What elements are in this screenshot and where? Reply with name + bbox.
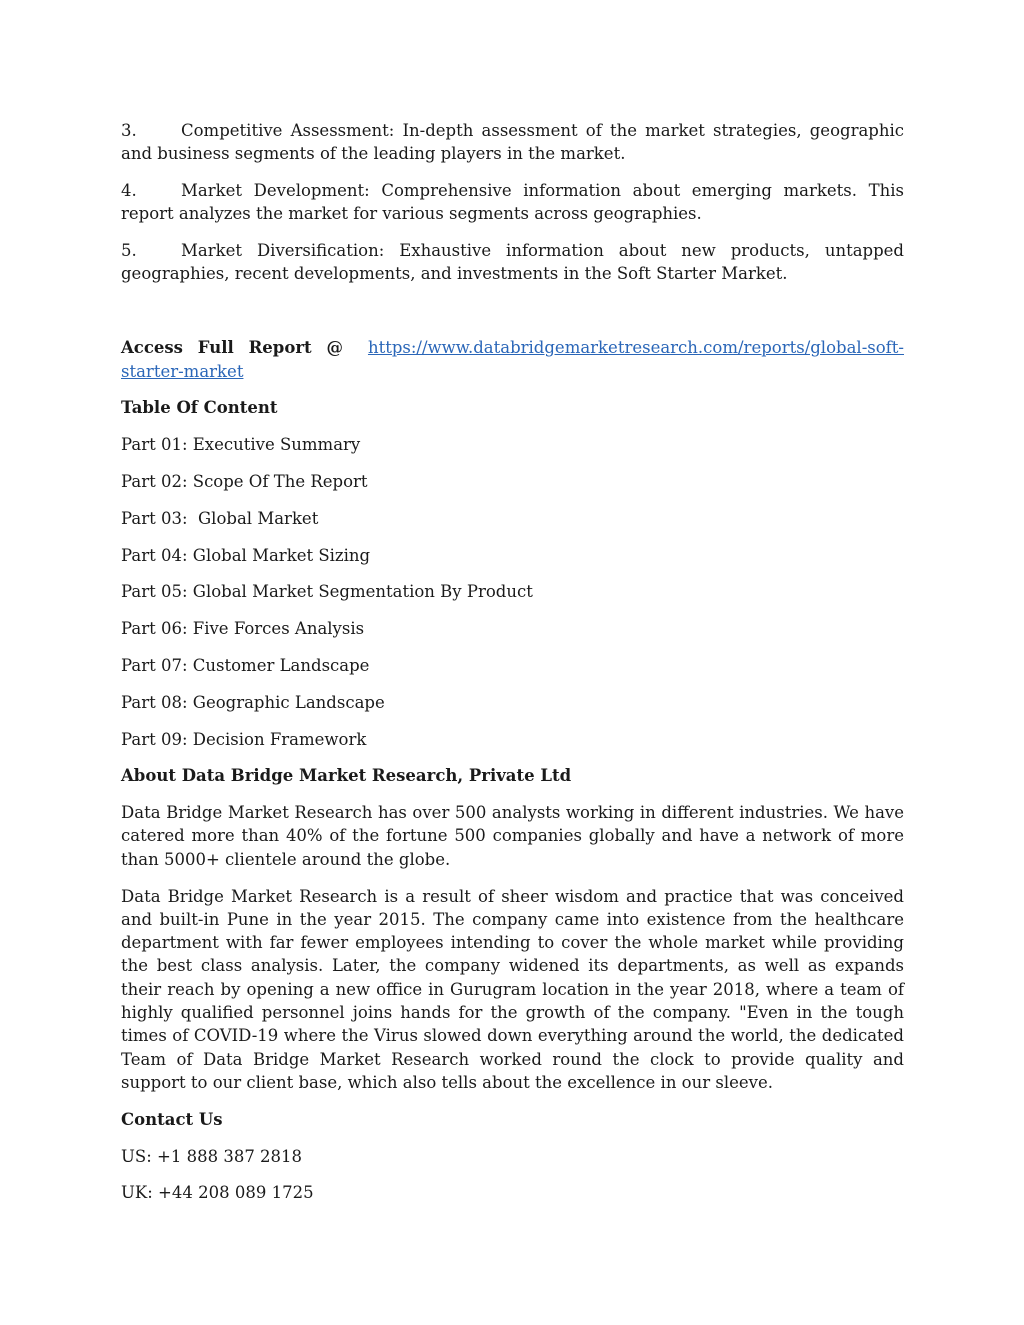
report-link[interactable]: https://www.databridgemarketresearch.com/reports/global-soft-starter-market [121, 338, 904, 381]
about-heading: About Data Bridge Market Research, Private Ltd [121, 766, 572, 786]
list-item-number: 4. [121, 181, 137, 201]
list-item-market-diversification [121, 239, 904, 286]
list-item-competitive-assessment [121, 119, 904, 166]
toc-item: Part 08: Geographic Landscape [121, 692, 385, 712]
toc-item: Part 01: Executive Summary [121, 435, 361, 455]
contact-uk-phone: UK: +44 208 089 1725 [121, 1183, 314, 1203]
contact-us-phone: US: +1 888 387 2818 [121, 1146, 303, 1166]
toc-item: Part 04: Global Market Sizing [121, 545, 371, 565]
about-paragraph: Data Bridge Market Research has over 500 analysts working in different industries. We have catered more than 40% of the fortune 500 companies globally and have a network of more than 5000+ clientele around the globe. [121, 803, 904, 869]
toc-item: Part 06: Five Forces Analysis [121, 619, 365, 639]
list-item-text: Market Development: Comprehensive information about emerging markets. This report analyzes the market for various segments across geographies. [121, 181, 904, 224]
list-item-number: 5. [121, 241, 137, 261]
toc-item: Part 07: Customer Landscape [121, 655, 370, 675]
document-page [121, 119, 904, 1218]
section-spacer [121, 299, 904, 336]
toc-item: Part 03: Global Market [121, 508, 319, 528]
toc-item: Part 05: Global Market Segmentation By Product [121, 582, 533, 602]
toc-item: Part 02: Scope Of The Report [121, 471, 368, 491]
contact-heading: Contact Us [121, 1109, 223, 1129]
list-item-text: Market Diversification: Exhaustive information about new products, untapped geographies, recent developments, and investments in the Soft Starter Market. [121, 241, 904, 284]
list-item-text: Competitive Assessment: In-depth assessment of the market strategies, geographic and business segments of the leading players in the market. [121, 121, 904, 164]
about-paragraph: Data Bridge Market Research is a result of sheer wisdom and practice that was conceived and built-in Pune in the year 2015. The company came into existence from the healthcare department with far fewer employees intending to cover the whole market while providing the best class analysis. Later, the company widened its departments, as well as expands their reach by opening a new office in Gurugram location in the year 2018, where a team of highly qualified personnel joins hands for the growth of the company. "Even in the tough times of COVID-19 where the Virus slowed down everything around the world, the dedicated Team of Data Bridge Market Research worked round the clock to provide quality and support to our client base, which also tells about the excellence in our sleeve. [121, 886, 904, 1092]
access-label: Access Full Report @ [121, 338, 343, 358]
toc-list [121, 433, 904, 751]
list-item-market-development [121, 179, 904, 226]
toc-heading: Table Of Content [121, 398, 278, 418]
toc-item: Part 09: Decision Framework [121, 729, 367, 749]
list-item-number: 3. [121, 121, 137, 140]
access-full-report [121, 336, 904, 383]
